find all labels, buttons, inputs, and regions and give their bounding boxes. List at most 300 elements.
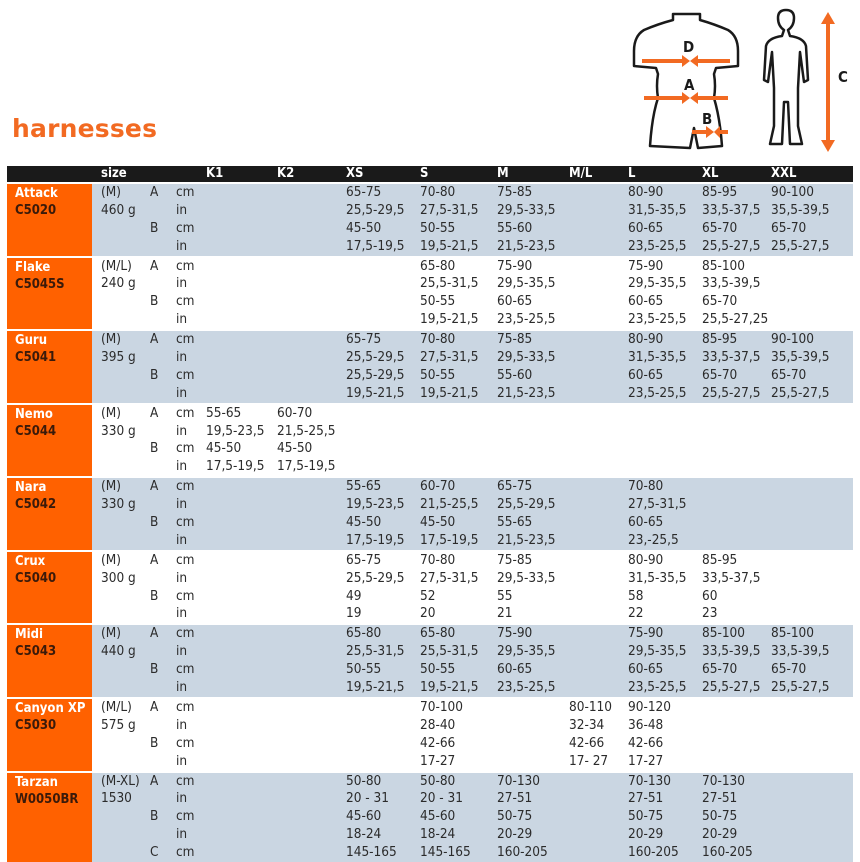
cell-k1: 17,5-19,5 [206,458,265,475]
measurement-line [92,514,853,532]
cell-l: 160-205 [628,844,679,861]
cell-xxl: 25,5-27,5 [771,237,830,254]
cell-k2: 17,5-19,5 [277,458,336,475]
product-name: Guru [15,333,48,349]
product-row [7,771,853,862]
unit: cm [176,808,195,825]
cell-xxl: 65-70 [771,219,807,236]
cell-s: 21,5-25,5 [420,496,479,513]
header-s: S [420,166,429,181]
measurement-line [92,349,853,367]
cell-s: 50-55 [420,661,456,678]
cell-xs: 50-80 [346,772,382,789]
cell-l: 58 [628,587,644,604]
unit: in [176,422,188,439]
cell-m: 27-51 [497,790,533,807]
header-xxl: XXL [771,166,797,181]
cell-m: 21,5-23,5 [497,531,556,548]
cell-xs: 65-80 [346,625,382,642]
product-code: W0050BR [15,791,79,807]
cell-xs: 25,5-29,5 [346,201,405,218]
measure-letter: B [150,808,159,825]
measure-letter: B [150,514,159,531]
cell-xl: 160-205 [702,844,753,861]
header-l: L [628,166,636,181]
product-code: C5020 [15,203,57,218]
cell-s: 65-80 [420,625,456,642]
weight: 1530 [101,790,132,807]
cell-xxl: 90-100 [771,331,815,348]
unit: cm [176,514,195,531]
cell-xs: 25,5-29,5 [346,366,405,383]
cell-xxl: 65-70 [771,661,807,678]
measure-letter: A [150,331,159,348]
product-name-cell [7,625,92,697]
cell-xs: 55-65 [346,478,382,495]
cell-l: 70-130 [628,772,672,789]
weight: 330 g [101,422,136,439]
cell-l: 31,5-35,5 [628,349,687,366]
cell-l: 27,5-31,5 [628,496,687,513]
cell-m: 75-85 [497,331,533,348]
cell-m: 21 [497,605,513,622]
unit: cm [176,587,195,604]
measurement-line [92,238,853,256]
unit: cm [176,478,195,495]
cell-xxl: 33,5-39,5 [771,643,830,660]
cell-m: 75-85 [497,551,533,568]
measure-letter: A [150,404,159,421]
measurement-line [92,478,853,496]
product-name-cell [7,478,92,550]
product-name-cell [7,184,92,256]
measure-letter: B [150,366,159,383]
cell-xl: 70-130 [702,772,746,789]
table-header [7,166,853,182]
cell-xs: 65-75 [346,551,382,568]
cell-m: 20-29 [497,826,533,843]
cell-l: 80-90 [628,184,664,200]
cell-xl: 25,5-27,5 [702,384,761,401]
cell-l: 80-90 [628,331,664,348]
unit: cm [176,331,195,348]
cell-xl: 65-70 [702,661,738,678]
cell-m: 29,5-33,5 [497,349,556,366]
cell-l: 60-65 [628,293,664,310]
weight: 395 g [101,349,136,366]
measurement-line [92,588,853,606]
cell-xl: 33,5-37,5 [702,201,761,218]
cell-k1: 55-65 [206,404,242,421]
cell-ml: 42-66 [569,734,605,751]
product-name-cell [7,405,92,477]
cell-m: 55-60 [497,366,533,383]
header-xs: XS [346,166,364,181]
unit: in [176,679,188,696]
measurement-line [92,202,853,220]
cell-xs: 65-75 [346,184,382,200]
cell-xl: 25,5-27,5 [702,679,761,696]
cell-l: 70-80 [628,478,664,495]
cell-xs: 19,5-21,5 [346,679,405,696]
unit: in [176,275,188,292]
weight: 460 g [101,201,136,218]
header-xl: XL [702,166,719,181]
cell-s: 50-55 [420,366,456,383]
cell-l: 60-65 [628,366,664,383]
cell-k1: 45-50 [206,440,242,457]
measurement-line [92,258,853,276]
measurement-line [92,405,853,423]
cell-l: 60-65 [628,661,664,678]
unit: cm [176,219,195,236]
measurement-diagram [628,6,856,156]
cell-xs: 45-60 [346,808,382,825]
cell-l: 23,5-25,5 [628,679,687,696]
cell-l: 31,5-35,5 [628,201,687,218]
measurement-line [92,423,853,441]
unit: in [176,384,188,401]
unit: cm [176,844,195,861]
measurement-line [92,605,853,623]
cell-s: 27,5-31,5 [420,201,479,218]
cell-l: 23,5-25,5 [628,384,687,401]
measurement-line [92,790,853,808]
unit: in [176,752,188,769]
cell-xl: 85-95 [702,331,738,348]
unit: cm [176,698,195,715]
label-d: D [683,38,695,56]
unit: cm [176,366,195,383]
unit: in [176,569,188,586]
cell-xl: 23 [702,605,718,622]
unit: cm [176,772,195,789]
cell-m: 21,5-23,5 [497,384,556,401]
cell-xxl: 25,5-27,5 [771,384,830,401]
cell-s: 50-55 [420,293,456,310]
cell-m: 55 [497,587,513,604]
cell-s: 27,5-31,5 [420,349,479,366]
cell-s: 25,5-31,5 [420,275,479,292]
cell-s: 27,5-31,5 [420,569,479,586]
measurement-line [92,735,853,753]
cell-xl: 50-75 [702,808,738,825]
cell-xl: 33,5-37,5 [702,349,761,366]
page-title: harnesses [12,114,158,143]
cell-xl: 65-70 [702,219,738,236]
cell-s: 25,5-31,5 [420,643,479,660]
measurement-line [92,385,853,403]
product-row [7,329,853,403]
cell-xl: 85-95 [702,184,738,200]
cell-s: 70-80 [420,184,456,200]
measurement-line [92,458,853,476]
cell-s: 19,5-21,5 [420,237,479,254]
cell-xs: 19,5-23,5 [346,496,405,513]
measure-letter: A [150,478,159,495]
cell-s: 45-60 [420,808,456,825]
measurement-line [92,643,853,661]
cell-xl: 33,5-39,5 [702,643,761,660]
header-k2: K2 [277,166,295,181]
cell-l: 50-75 [628,808,664,825]
unit: in [176,458,188,475]
cell-s: 45-50 [420,514,456,531]
cell-l: 42-66 [628,734,664,751]
cell-m: 70-130 [497,772,541,789]
measure-letter: B [150,734,159,751]
unit: cm [176,404,195,421]
product-name-cell [7,773,92,862]
cell-xxl: 35,5-39,5 [771,201,830,218]
unit: cm [176,551,195,568]
header-m: M [497,166,509,181]
product-row [7,476,853,550]
size-class: (M) [101,625,121,642]
cell-m: 23,5-25,5 [497,679,556,696]
measurement-line [92,440,853,458]
cell-l: 22 [628,605,644,622]
product-name: Nemo [15,406,53,422]
unit: in [176,311,188,328]
body-outline-icon [628,6,856,156]
unit: in [176,531,188,548]
measurement-line [92,496,853,514]
measurement-line [92,184,853,202]
cell-xl: 27-51 [702,790,738,807]
cell-m: 75-85 [497,184,533,200]
measurement-line [92,753,853,771]
cell-xs: 45-50 [346,514,382,531]
cell-l: 75-90 [628,625,664,642]
weight: 440 g [101,643,136,660]
cell-s: 52 [420,587,436,604]
size-class: (M/L) [101,257,132,274]
weight: 575 g [101,716,136,733]
cell-xs: 18-24 [346,826,382,843]
cell-l: 80-90 [628,551,664,568]
label-b: B [702,110,713,128]
cell-l: 29,5-35,5 [628,275,687,292]
cell-m: 55-60 [497,219,533,236]
header-size: size [101,166,127,181]
cell-s: 42-66 [420,734,456,751]
cell-xs: 25,5-31,5 [346,643,405,660]
unit: cm [176,257,195,274]
weight: 330 g [101,496,136,513]
cell-xl: 20-29 [702,826,738,843]
cell-xxl: 65-70 [771,366,807,383]
cell-m: 50-75 [497,808,533,825]
cell-xs: 49 [346,587,362,604]
cell-l: 20-29 [628,826,664,843]
cell-xxl: 25,5-27,5 [771,679,830,696]
cell-s: 18-24 [420,826,456,843]
cell-xs: 20 - 31 [346,790,389,807]
cell-s: 145-165 [420,844,471,861]
cell-l: 90-120 [628,698,672,715]
cell-k2: 45-50 [277,440,313,457]
cell-l: 31,5-35,5 [628,569,687,586]
measure-letter: A [150,184,159,200]
measurement-line [92,293,853,311]
measurement-line [92,367,853,385]
product-code: C5041 [15,350,57,366]
cell-xl: 85-95 [702,551,738,568]
label-c: C [838,68,848,86]
unit: cm [176,440,195,457]
product-name-cell [7,699,92,771]
cell-xl: 85-100 [702,257,746,274]
cell-s: 50-80 [420,772,456,789]
cell-m: 23,5-25,5 [497,311,556,328]
size-class: (M) [101,478,121,495]
cell-s: 50-55 [420,219,456,236]
cell-s: 70-80 [420,551,456,568]
measure-letter: B [150,293,159,310]
unit: in [176,716,188,733]
product-name: Flake [15,259,51,275]
cell-m: 29,5-35,5 [497,275,556,292]
measurement-line [92,717,853,735]
cell-xs: 19,5-21,5 [346,384,405,401]
product-name-cell [7,331,92,403]
cell-l: 23,5-25,5 [628,311,687,328]
measurement-line [92,808,853,826]
cell-xl: 60 [702,587,718,604]
cell-xs: 65-75 [346,331,382,348]
cell-xs: 50-55 [346,661,382,678]
measurement-line [92,275,853,293]
cell-l: 23,5-25,5 [628,237,687,254]
header-k1: K1 [206,166,224,181]
cell-xl: 65-70 [702,293,738,310]
cell-l: 27-51 [628,790,664,807]
cell-m: 21,5-23,5 [497,237,556,254]
size-class: (M-XL) [101,772,140,789]
product-name: Tarzan [15,774,58,790]
cell-xs: 19 [346,605,362,622]
unit: in [176,496,188,513]
product-name-cell [7,258,92,330]
unit: cm [176,293,195,310]
cell-s: 19,5-21,5 [420,679,479,696]
size-class: (M) [101,331,121,348]
cell-xl: 25,5-27,25 [702,311,769,328]
cell-s: 28-40 [420,716,456,733]
product-name-cell [7,552,92,624]
product-name: Nara [15,480,47,496]
weight: 240 g [101,275,136,292]
cell-s: 20 - 31 [420,790,463,807]
product-row [7,256,853,330]
cell-xl: 85-100 [702,625,746,642]
cell-s: 65-80 [420,257,456,274]
unit: in [176,237,188,254]
cell-l: 60-65 [628,514,664,531]
product-name: Midi [15,627,44,643]
cell-l: 36-48 [628,716,664,733]
cell-l: 23,-25,5 [628,531,679,548]
cell-ml: 17- 27 [569,752,609,769]
cell-m: 60-65 [497,293,533,310]
unit: cm [176,625,195,642]
cell-xs: 25,5-29,5 [346,569,405,586]
cell-xs: 17,5-19,5 [346,531,405,548]
measure-letter: B [150,440,159,457]
measure-letter: A [150,551,159,568]
cell-m: 55-65 [497,514,533,531]
cell-s: 17,5-19,5 [420,531,479,548]
product-name: Canyon XP [15,700,86,716]
unit: in [176,790,188,807]
cell-xl: 65-70 [702,366,738,383]
product-name: Attack [15,186,58,201]
measure-letter: B [150,661,159,678]
label-a: A [684,76,695,94]
weight: 300 g [101,569,136,586]
cell-xs: 45-50 [346,219,382,236]
measurement-line [92,331,853,349]
measure-letter: A [150,772,159,789]
cell-k2: 60-70 [277,404,313,421]
size-class: (M/L) [101,698,132,715]
cell-l: 29,5-35,5 [628,643,687,660]
measure-letter: B [150,587,159,604]
cell-s: 60-70 [420,478,456,495]
measurement-line [92,552,853,570]
cell-m: 25,5-29,5 [497,496,556,513]
measurement-line [92,826,853,844]
measurement-line [92,220,853,238]
cell-xl: 33,5-39,5 [702,275,761,292]
cell-m: 65-75 [497,478,533,495]
cell-xxl: 85-100 [771,625,815,642]
product-row [7,550,853,624]
cell-xxl: 35,5-39,5 [771,349,830,366]
product-code: C5030 [15,717,57,733]
product-code: C5044 [15,423,57,439]
measure-letter: B [150,219,159,236]
cell-ml: 80-110 [569,698,613,715]
unit: in [176,349,188,366]
cell-xs: 25,5-29,5 [346,349,405,366]
product-row [7,697,853,771]
product-row [7,623,853,697]
measure-letter: A [150,625,159,642]
cell-m: 29,5-33,5 [497,201,556,218]
cell-xl: 33,5-37,5 [702,569,761,586]
size-class: (M) [101,404,121,421]
measurement-line [92,679,853,697]
unit: cm [176,184,195,200]
cell-l: 75-90 [628,257,664,274]
cell-ml: 32-34 [569,716,605,733]
cell-s: 20 [420,605,436,622]
measure-letter: A [150,698,159,715]
cell-k1: 19,5-23,5 [206,422,265,439]
cell-m: 29,5-33,5 [497,569,556,586]
cell-s: 70-100 [420,698,464,715]
cell-m: 29,5-35,5 [497,643,556,660]
unit: cm [176,661,195,678]
cell-xxl: 90-100 [771,184,815,200]
size-class: (M) [101,551,121,568]
measurement-line [92,532,853,550]
measure-letter: C [150,844,159,861]
cell-m: 160-205 [497,844,548,861]
product-name: Crux [15,553,46,569]
